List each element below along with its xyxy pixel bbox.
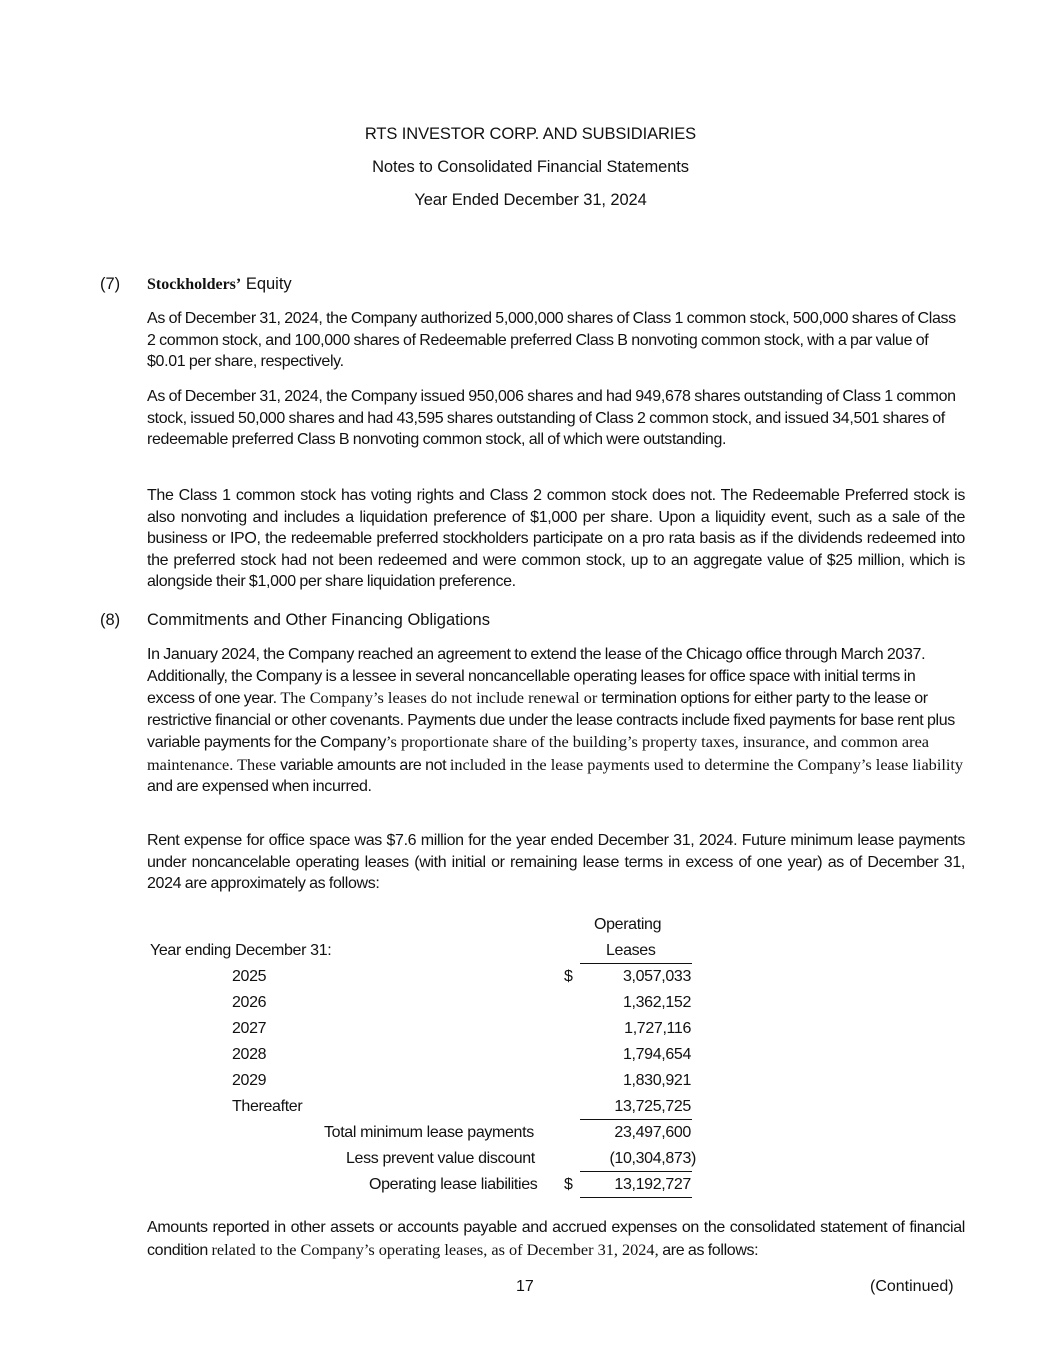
section-7-title-part1: Stockholders’ [147,276,242,293]
section-7-paragraph-3: The Class 1 common stock has voting rights and Class 2 common stock does not. The Redeemable Preferred stock is also nonvoting and includes a liquidation preference of $1,000 per share. Upon a liquidity event, such as a sale of the business or IPO, the redeemable preferred stockholders participate on a pro rata basis as if the dividends redeemed into the preferred stock had not been redeemed and were common stock, up to an aggregate value of $25 million, which is alongside their $1,000 per share liquidation preference. [147,487,965,590]
liabilities-value: 13,192,727 [614,1176,691,1193]
column-header-line1: Operating [594,916,662,933]
discount-label: Less prevent value discount [346,1150,535,1167]
liabilities-label: Operating lease liabilities [369,1176,538,1193]
table-row [147,1020,707,1046]
section-7-paragraph-1: As of December 31, 2024, the Company authorized 5,000,000 shares of Class 1 common stock, 500,000 shares of Class 2 common stock, and 100,000 shares of Redeemable preferred Class B nonvoting common stock, with a par value of $0.01 per share, respectively. [147,310,956,370]
row-value: 1,727,116 [624,1020,691,1037]
total-value: 23,497,600 [614,1124,691,1141]
row-header-label: Year ending December 31: [150,942,332,959]
row-label: 2026 [232,994,267,1011]
document-subtitle: Notes to Consolidated Financial Statements [372,158,689,176]
total-label: Total minimum lease payments [324,1124,534,1141]
company-name: RTS INVESTOR CORP. AND SUBSIDIARIES [364,125,697,143]
paragraph-text: termination options for either party to the lease or restrictive financial or other covenants. Payments due under the lease contracts include fixed payments for base rent plus variable payments for the Company [147,690,955,751]
row-label: Thereafter [232,1098,303,1115]
column-header-line2: Leases [606,942,656,959]
table-row [147,1072,707,1098]
table-row [147,1098,707,1124]
row-label: 2025 [232,968,267,985]
paragraph-text-serif: The Company’s leases do not include renewal or [280,688,602,707]
section-8-number: (8) [100,611,121,629]
section-7-title [147,275,292,294]
section-8-paragraph-2: Rent expense for office space was $7.6 million for the year ended December 31, 2024. Future minimum lease payments under noncancelable operating leases (with initial or remaining lease terms in excess of one year) as of December 31, 2024 are approximately as follows: [147,832,965,892]
subtotal-rule [580,1119,692,1120]
section-7-paragraph-2: As of December 31, 2024, the Company issued 950,006 shares and had 949,678 shares outstanding of Class 1 common stock, issued 50,000 shares and had 43,595 shares outstanding of Class 2 common stock, and issued 34,501 shares of redeemable preferred Class B nonvoting common stock, all of which were outstanding. [147,388,956,448]
row-label: 2029 [232,1072,267,1089]
total-row [147,1124,707,1150]
table-row [147,968,707,994]
section-7-title-part2: Equity [241,275,292,293]
section-8-paragraph-1 [147,644,965,798]
final-underline [580,1197,692,1198]
row-label: 2028 [232,1046,267,1063]
paragraph-text-serif: included in the lease payments used to determine the Company’s lease liability [449,754,964,774]
page-number: 17 [516,1278,534,1295]
liabilities-row [147,1176,707,1202]
discount-rule [580,1171,692,1172]
section-8-paragraph-3 [147,1217,965,1261]
paragraph-text: and are expensed when incurred. [147,778,372,795]
currency-symbol: $ [564,968,573,985]
discount-row [147,1150,707,1176]
row-value: 1,794,654 [622,1046,691,1063]
row-label: 2027 [232,1020,267,1037]
paragraph-text: In January 2024, the Company reached an agreement to extend the lease of the Chicago office through March 2037. Additionally, the Company is a lessee in several noncancellable operating leases for office space with initial terms in excess of one year. [147,646,926,707]
document-period: Year Ended December 31, 2024 [414,191,647,209]
section-8-title: Commitments and Other Financing Obligations [147,611,490,629]
row-value: 1,362,152 [622,994,691,1011]
paragraph-text: variable amounts are not [280,756,450,774]
row-value: 1,830,921 [622,1072,691,1089]
row-value: 3,057,033 [622,968,691,985]
continued-label: (Continued) [870,1278,954,1295]
currency-symbol: $ [564,1176,573,1193]
header-underline [580,963,692,964]
section-7-number: (7) [100,275,121,293]
paragraph-text-serif: related to the Company’s operating leases, as of December 31, 2024, [211,1239,659,1259]
table-row [147,1046,707,1072]
row-value: 13,725,725 [614,1098,691,1115]
table-row [147,994,707,1020]
paragraph-text: are as follows: [658,1241,759,1259]
paragraph-text: Amounts reported in other assets or accounts payable and accrued expenses on the consolidated statement of financial condition [147,1219,965,1259]
discount-value: (10,304,873) [609,1150,696,1167]
paragraph-text-serif: ’s proportionate share of the building’s property taxes, insurance, and common area maintenance. These [147,732,930,774]
